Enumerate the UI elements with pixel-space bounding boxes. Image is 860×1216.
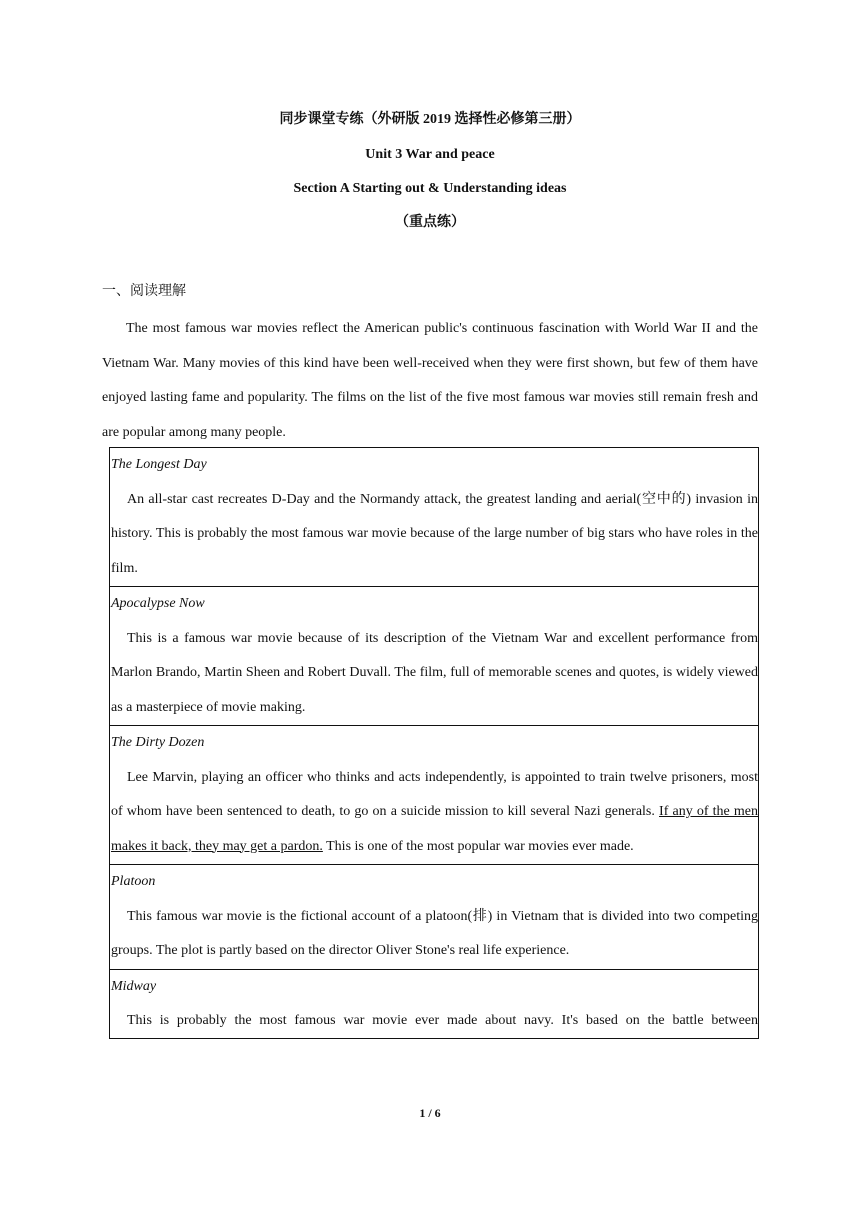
- movie-cell: [110, 587, 759, 726]
- movie-title: Midway: [111, 978, 157, 994]
- movie-description: An all-star cast recreates D-Day and the Normandy attack, the greatest landing and aerial(空中的) invasion in history. This is probably the most famous war movie because of the large number of big stars who have roles in the film.: [111, 491, 758, 576]
- description-text: This is one of the most popular war movies ever made.: [322, 838, 634, 854]
- section-title: Section A Starting out & Understanding ideas: [293, 181, 567, 196]
- page-number: 1 / 6: [419, 1106, 441, 1120]
- movie-description: [111, 761, 758, 865]
- movie-title: The Longest Day: [111, 457, 207, 472]
- table-row: [110, 726, 759, 865]
- underlined-sentence: If any of the men makes it back, they may get a pardon.: [111, 804, 758, 854]
- movie-cell: [110, 865, 759, 970]
- table-row: [110, 448, 759, 587]
- movie-description: This is a famous war movie because of its description of the Vietnam War and excellent performance from Marlon Brando, Martin Sheen and Robert Duvall. The film, full of memorable scenes and quotes, is widely viewed as a masterpiece of movie making.: [111, 630, 758, 715]
- description-text: Lee Marvin, playing an officer who thinks and acts independently, is appointed to train twelve prisoners, most of whom have been sentenced to death, to go on a suicide mission to kill several Nazi generals.: [111, 769, 758, 819]
- document-title: 同步课堂专练（外研版 2019 选择性必修第三册）: [279, 112, 581, 127]
- movie-description: This is probably the most famous war movie ever made about navy. It's based on the battle between: [127, 1013, 758, 1028]
- table-row: [110, 587, 759, 726]
- intro-paragraph: The most famous war movies reflect the American public's continuous fascination with World War II and the Vietnam War. Many movies of this kind have been well-received when they were first shown, but few of them have enjoyed lasting fame and popularity. The films on the list of the five most famous war movies still remain fresh and are popular among many people.: [102, 321, 758, 440]
- movie-title: Platoon: [111, 874, 156, 889]
- table-row: [110, 969, 759, 1039]
- unit-title: Unit 3 War and peace: [365, 147, 495, 162]
- reading-comprehension-heading: 一、阅读理解: [102, 284, 186, 299]
- movie-description: This famous war movie is the fictional account of a platoon(排) in Vietnam that is divided into two competing groups. The plot is partly based on the director Oliver Stone's real life experience.: [111, 908, 758, 958]
- movie-list-table: [109, 447, 759, 1039]
- table-row: [110, 865, 759, 970]
- movie-title: The Dirty Dozen: [111, 735, 205, 750]
- movie-cell: [110, 448, 759, 587]
- movie-cell: [110, 726, 759, 865]
- practice-type-label: （重点练）: [395, 215, 465, 230]
- movie-title: Apocalypse Now: [111, 596, 205, 611]
- movie-cell: [110, 969, 759, 1039]
